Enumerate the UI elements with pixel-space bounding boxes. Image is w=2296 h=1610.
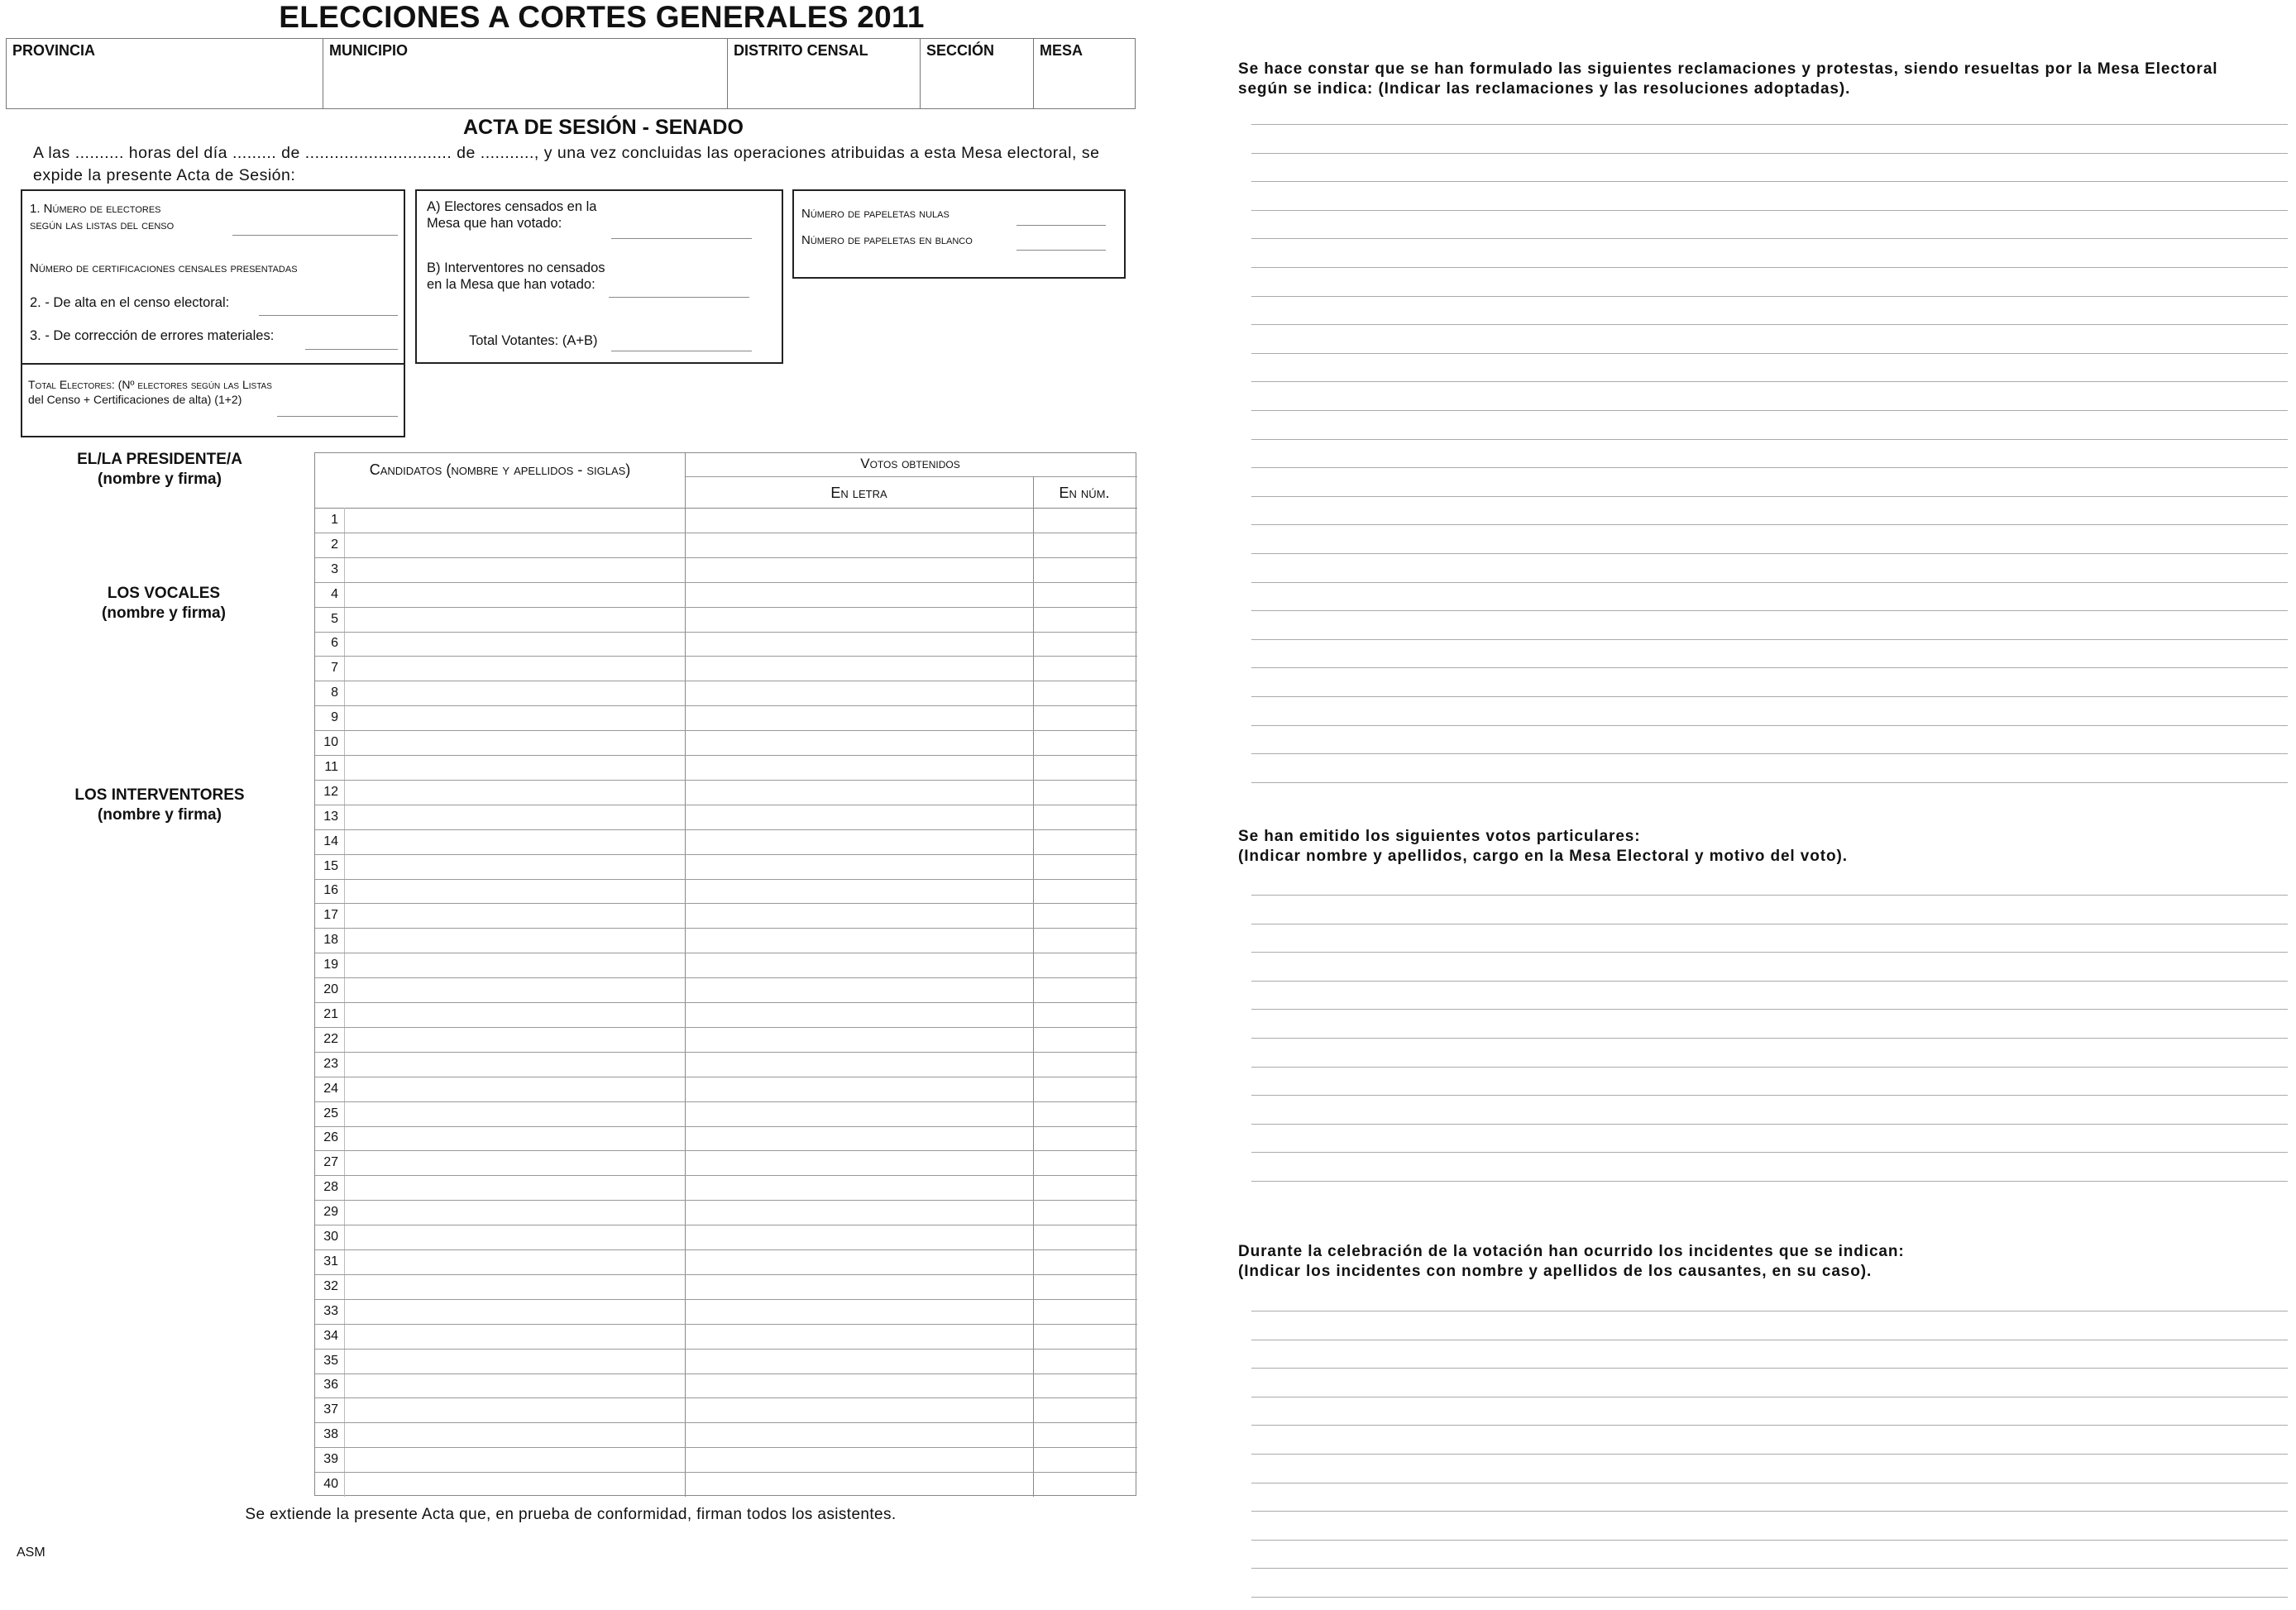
reclamaciones-line[interactable] [1251,296,2288,297]
votos-particulares-line[interactable] [1251,1009,2288,1010]
incidentes-line[interactable] [1251,1454,2288,1455]
candidate-name-field[interactable] [345,928,685,953]
votes-num-field[interactable] [1034,1299,1137,1324]
votes-num-field[interactable] [1034,1200,1137,1225]
votes-num-field[interactable] [1034,705,1137,730]
row-number: 31 [323,1254,338,1268]
votes-num-field[interactable] [1034,903,1137,928]
votes-num-field[interactable] [1034,1274,1137,1299]
votes-num-field[interactable] [1034,582,1137,607]
reclamaciones-line[interactable] [1251,496,2288,497]
reclamaciones-line[interactable] [1251,439,2288,440]
candidate-name-field[interactable] [345,1397,685,1422]
row-number: 20 [323,982,338,997]
incidentes-line-1: Durante la celebración de la votación han ocurrido los incidentes que se indican: [1238,1243,1905,1260]
votes-num-field[interactable] [1034,928,1137,953]
candidate-name-field[interactable] [345,755,685,780]
votes-letra-field[interactable] [686,854,1033,879]
votes-num-field[interactable] [1034,854,1137,879]
votes-num-field[interactable] [1034,1052,1137,1077]
incidentes-line[interactable] [1251,1511,2288,1512]
reclamaciones-heading [1238,60,2272,99]
votes-letra-field[interactable] [686,755,1033,780]
votes-letra-field[interactable] [686,1101,1033,1126]
electores-votado-field[interactable] [611,237,752,239]
interventores-label: LOS INTERVENTORES [74,786,245,804]
votes-num-field[interactable] [1034,755,1137,780]
reclamaciones-line[interactable] [1251,725,2288,726]
reclamaciones-line[interactable] [1251,324,2288,325]
votes-num-field[interactable] [1034,681,1137,705]
votes-letra-field[interactable] [686,928,1033,953]
candidate-name-field[interactable] [345,681,685,705]
row-number: 19 [323,958,338,972]
papeletas-blanco-label: Número de papeletas en blanco [801,233,973,247]
incidentes-heading [1238,1242,2272,1282]
row-number: 18 [323,933,338,948]
reclamaciones-line[interactable] [1251,667,2288,668]
votes-header-divider [685,476,1137,477]
votes-num-field[interactable] [1034,977,1137,1002]
row-number: 23 [323,1056,338,1071]
reclamaciones-line[interactable] [1251,267,2288,268]
votes-letra-field[interactable] [686,953,1033,977]
candidate-name-field[interactable] [345,1052,685,1077]
candidate-name-field[interactable] [345,656,685,681]
votos-particulares-line-2: (Indicar nombre y apellidos, cargo en la Mesa Electoral y motivo del voto). [1238,848,1848,865]
row-number: 13 [323,809,338,824]
votes-letra-field[interactable] [686,1274,1033,1299]
row-number: 24 [323,1081,338,1096]
votes-num-field[interactable] [1034,1422,1137,1447]
reclamaciones-line-2: según se indica: (Indicar las reclamaciones y las resoluciones adoptadas). [1238,80,1851,98]
votes-num-field[interactable] [1034,1447,1137,1472]
row-number: 5 [331,611,338,626]
reclamaciones-line[interactable] [1251,553,2288,554]
total-votantes-label: Total Votantes: (A+B) [469,333,598,348]
row-number: 28 [323,1180,338,1195]
row-number: 6 [331,636,338,651]
candidate-name-field[interactable] [345,508,685,533]
interventores-sub: (nombre y firma) [98,806,222,824]
row-number: 22 [323,1031,338,1046]
reclamaciones-line[interactable] [1251,467,2288,468]
votos-particulares-line[interactable] [1251,895,2288,896]
candidate-name-field[interactable] [345,1422,685,1447]
votes-num-field[interactable] [1034,1225,1137,1249]
votes-letra-field[interactable] [686,1150,1033,1175]
votes-num-field[interactable] [1034,1175,1137,1200]
votos-particulares-line[interactable] [1251,1181,2288,1182]
row-number: 15 [323,858,338,873]
seccion-field[interactable] [921,39,1034,108]
candidate-name-field[interactable] [345,1274,685,1299]
col-num-header: En núm. [1059,485,1110,501]
electores-censo-label-1: 1. Número de electores [30,202,161,216]
papeletas-nulas-field[interactable] [1016,224,1106,226]
reclamaciones-line-1: Se hace constar que se han formulado las siguientes reclamaciones y protestas, siendo resueltas por la Mesa Electoral [1238,60,2218,78]
votes-num-field[interactable] [1034,632,1137,657]
votes-num-field[interactable] [1034,1101,1137,1126]
errores-materiales-label: 3. - De corrección de errores materiales: [30,328,275,343]
votes-letra-field[interactable] [686,1397,1033,1422]
votes-num-field[interactable] [1034,656,1137,681]
votos-particulares-line-1: Se han emitido los siguientes votos particulares: [1238,828,1641,845]
form-code: ASM [17,1546,45,1560]
reclamaciones-line[interactable] [1251,410,2288,411]
row-number: 7 [331,661,338,676]
incidentes-line-2: (Indicar los incidentes con nombre y apellidos de los causantes, en su caso). [1238,1263,1873,1280]
papeletas-nulas-label: Número de papeletas nulas [801,207,949,221]
total-electores-label-2: del Censo + Certificaciones de alta) (1+2) [28,393,242,406]
row-number: 26 [323,1130,338,1145]
municipio-field[interactable] [323,39,728,108]
candidate-name-field[interactable] [345,1299,685,1324]
reclamaciones-line[interactable] [1251,181,2288,182]
row-number: 38 [323,1427,338,1442]
presidente-sub: (nombre y firma) [98,471,222,488]
candidate-name-field[interactable] [345,1472,685,1497]
votes-num-field[interactable] [1034,1349,1137,1374]
acta-title: ACTA DE SESIÓN - SENADO [463,116,744,139]
votes-num-field[interactable] [1034,557,1137,582]
votes-letra-field[interactable] [686,1422,1033,1447]
reclamaciones-line[interactable] [1251,753,2288,754]
electores-votado-label-1: A) Electores censados en la [427,199,597,214]
mesa-field[interactable] [1034,39,1135,108]
votes-letra-field[interactable] [686,632,1033,657]
row-number: 12 [323,784,338,799]
seccion-label: SECCIÓN [926,42,995,59]
reclamaciones-line[interactable] [1251,782,2288,783]
votes-num-field[interactable] [1034,1027,1137,1052]
interventores-votado-label-1: B) Interventores no censados [427,260,605,275]
votos-particulares-line[interactable] [1251,1038,2288,1039]
votes-num-field[interactable] [1034,1002,1137,1027]
votes-num-field[interactable] [1034,780,1137,805]
votes-letra-field[interactable] [686,903,1033,928]
col-letra-header: En letra [830,485,887,501]
alta-censo-field[interactable] [259,314,398,316]
votes-num-field[interactable] [1034,829,1137,854]
row-number: 2 [331,537,338,552]
candidate-name-field[interactable] [345,1447,685,1472]
candidate-name-field[interactable] [345,730,685,755]
papeletas-blanco-field[interactable] [1016,249,1106,251]
votes-letra-field[interactable] [686,1299,1033,1324]
row-number: 4 [331,586,338,601]
row-number: 1 [331,512,338,527]
votes-num-field[interactable] [1034,953,1137,977]
electores-censo-label-2: según las listas del censo [30,218,175,232]
votes-num-field[interactable] [1034,730,1137,755]
votes-letra-field[interactable] [686,1002,1033,1027]
votantes-box [415,189,783,364]
candidate-name-field[interactable] [345,632,685,657]
candidate-name-field[interactable] [345,1027,685,1052]
incidentes-line[interactable] [1251,1368,2288,1369]
votes-letra-field[interactable] [686,1052,1033,1077]
votes-letra-field[interactable] [686,508,1033,533]
row-number: 8 [331,686,338,700]
candidate-name-field[interactable] [345,1126,685,1151]
candidate-name-field[interactable] [345,1002,685,1027]
votes-num-field[interactable] [1034,1374,1137,1398]
candidate-name-field[interactable] [345,1225,685,1249]
row-number: 36 [323,1378,338,1393]
votes-num-field[interactable] [1034,1077,1137,1101]
col-candidates-header: Candidatos (nombre y apellidos - siglas) [369,461,631,478]
candidate-name-field[interactable] [345,1101,685,1126]
votes-letra-field[interactable] [686,977,1033,1002]
vocales-signature[interactable] [23,584,304,623]
votes-letra-field[interactable] [686,1225,1033,1249]
candidate-name-field[interactable] [345,780,685,805]
votes-num-field[interactable] [1034,1324,1137,1349]
total-electores-label-1: Total Electores: (Nº electores según las Listas [28,378,272,391]
candidate-name-field[interactable] [345,557,685,582]
row-number: 10 [323,735,338,750]
votes-num-field[interactable] [1034,508,1137,533]
candidate-name-field[interactable] [345,903,685,928]
votes-letra-field[interactable] [686,705,1033,730]
votes-num-field[interactable] [1034,1397,1137,1422]
incidentes-line[interactable] [1251,1597,2288,1598]
row-number: 34 [323,1328,338,1343]
row-number: 29 [323,1205,338,1220]
votos-particulares-line[interactable] [1251,1152,2288,1153]
reclamaciones-line[interactable] [1251,582,2288,583]
candidate-name-field[interactable] [345,1324,685,1349]
papeletas-box [792,189,1126,279]
total-votantes-field[interactable] [611,350,752,351]
votes-letra-field[interactable] [686,730,1033,755]
votes-letra-field[interactable] [686,1249,1033,1274]
reclamaciones-line[interactable] [1251,524,2288,525]
votes-num-field[interactable] [1034,533,1137,557]
candidate-name-field[interactable] [345,1175,685,1200]
interventores-signature[interactable] [19,786,300,825]
alta-censo-label: 2. - De alta en el censo electoral: [30,295,230,310]
vocales-sub: (nombre y firma) [102,604,226,622]
candidate-name-field[interactable] [345,953,685,977]
votes-letra-field[interactable] [686,582,1033,607]
row-number: 16 [323,883,338,898]
row-number: 37 [323,1402,338,1417]
municipio-label: MUNICIPIO [329,42,409,59]
candidate-name-field[interactable] [345,1200,685,1225]
candidate-name-field[interactable] [345,1249,685,1274]
incidentes-line[interactable] [1251,1568,2288,1569]
presidente-signature[interactable] [19,450,300,490]
candidate-name-field[interactable] [345,1374,685,1398]
row-number: 35 [323,1353,338,1368]
distrito-censal-label: DISTRITO CENSAL [734,42,868,59]
votes-num-field[interactable] [1034,607,1137,632]
candidate-name-field[interactable] [345,582,685,607]
reclamaciones-line[interactable] [1251,639,2288,640]
votes-letra-field[interactable] [686,780,1033,805]
votos-particulares-heading [1238,827,2272,867]
candidate-name-field[interactable] [345,805,685,829]
votes-num-field[interactable] [1034,1126,1137,1151]
votes-letra-field[interactable] [686,1077,1033,1101]
votes-letra-field[interactable] [686,1447,1033,1472]
candidate-name-field[interactable] [345,1077,685,1101]
votos-particulares-line[interactable] [1251,1124,2288,1125]
reclamaciones-line[interactable] [1251,696,2288,697]
votes-num-field[interactable] [1034,1249,1137,1274]
candidate-name-field[interactable] [345,1349,685,1374]
votes-letra-field[interactable] [686,533,1033,557]
candidate-name-field[interactable] [345,854,685,879]
votes-letra-field[interactable] [686,607,1033,632]
electores-box [21,189,405,365]
total-electores-box [21,363,405,437]
incidentes-line[interactable] [1251,1540,2288,1541]
votos-particulares-line[interactable] [1251,1067,2288,1068]
row-number: 33 [323,1303,338,1318]
presidente-label: EL/LA PRESIDENTE/A [77,451,242,468]
candidate-name-field[interactable] [345,879,685,904]
reclamaciones-line[interactable] [1251,353,2288,354]
provincia-field[interactable] [7,39,323,108]
mesa-label: MESA [1040,42,1083,59]
votes-letra-field[interactable] [686,805,1033,829]
candidate-name-field[interactable] [345,829,685,854]
row-number: 30 [323,1230,338,1245]
row-number: 32 [323,1278,338,1293]
votes-letra-field[interactable] [686,1027,1033,1052]
page-title: ELECCIONES A CORTES GENERALES 2011 [279,0,925,34]
interventores-votado-label-2: en la Mesa que han votado: [427,277,596,292]
distrito-censal-field[interactable] [728,39,921,108]
votos-particulares-line[interactable] [1251,1095,2288,1096]
intro-text: A las .......... horas del día ......... de .............................. de ..........., y una vez concluidas las operaciones atribuidas a esta Mesa electoral, se expide la presente Acta de Sesión: [33,144,1100,184]
row-number: 17 [323,908,338,923]
row-number: 11 [324,759,338,774]
candidate-name-field[interactable] [345,977,685,1002]
closing-statement: Se extiende la presente Acta que, en prueba de conformidad, firman todos los asistentes. [245,1506,897,1523]
candidate-name-field[interactable] [345,607,685,632]
incidentes-line[interactable] [1251,1425,2288,1426]
row-number: 40 [323,1477,338,1492]
row-number: 14 [323,834,338,848]
votes-letra-field[interactable] [686,681,1033,705]
reclamaciones-line[interactable] [1251,210,2288,211]
votes-letra-field[interactable] [686,1200,1033,1225]
votes-letra-field[interactable] [686,1472,1033,1497]
votes-num-field[interactable] [1034,805,1137,829]
votes-letra-field[interactable] [686,829,1033,854]
votes-letra-field[interactable] [686,1374,1033,1398]
provincia-label: PROVINCIA [12,42,96,59]
electores-votado-label-2: Mesa que han votado: [427,216,562,231]
votes-letra-field[interactable] [686,1324,1033,1349]
row-number: 3 [331,561,338,576]
votes-num-field[interactable] [1034,1472,1137,1497]
votes-letra-field[interactable] [686,1349,1033,1374]
votes-letra-field[interactable] [686,557,1033,582]
location-fields-table [6,38,1136,109]
reclamaciones-line[interactable] [1251,610,2288,611]
votes-num-field[interactable] [1034,879,1137,904]
reclamaciones-line[interactable] [1251,153,2288,154]
votos-particulares-line[interactable] [1251,981,2288,982]
total-electores-field[interactable] [277,415,398,417]
col-votes-header: Votos obtenidos [860,456,960,471]
interventores-votado-field[interactable] [609,296,749,298]
reclamaciones-line[interactable] [1251,124,2288,125]
candidate-name-field[interactable] [345,1150,685,1175]
votes-letra-field[interactable] [686,1175,1033,1200]
votes-letra-field[interactable] [686,1126,1033,1151]
electores-censo-field[interactable] [232,234,398,236]
reclamaciones-line[interactable] [1251,238,2288,239]
candidate-name-field[interactable] [345,705,685,730]
candidates-table [314,452,1136,1496]
votos-particulares-line[interactable] [1251,952,2288,953]
candidate-name-field[interactable] [345,533,685,557]
row-number: 25 [323,1106,338,1120]
row-number: 9 [331,710,338,725]
votes-letra-field[interactable] [686,879,1033,904]
errores-materiales-field[interactable] [305,348,398,350]
row-number: 39 [323,1452,338,1467]
row-number: 27 [323,1155,338,1170]
vocales-label: LOS VOCALES [107,585,221,602]
votes-letra-field[interactable] [686,656,1033,681]
row-number: 21 [323,1006,338,1021]
certificaciones-heading: Número de certificaciones censales presentadas [30,261,298,275]
votes-num-field[interactable] [1034,1150,1137,1175]
reclamaciones-line[interactable] [1251,381,2288,382]
